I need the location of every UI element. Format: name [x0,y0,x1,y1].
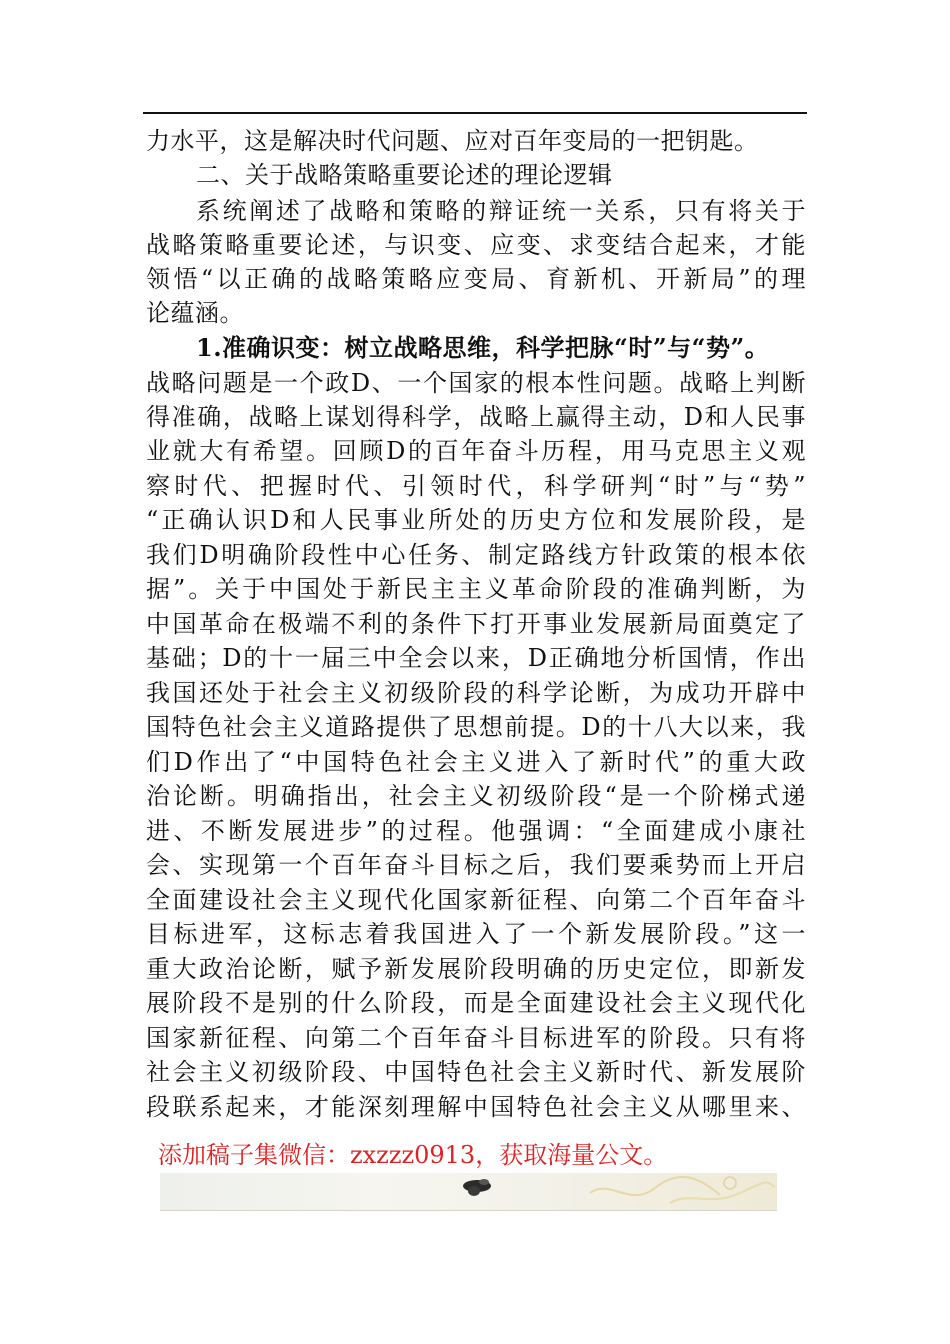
text-line: 系统阐述了战略和策略的辩证统一关系，只有将关于 [196,197,806,225]
text-line: 论蕴涵。 [146,299,244,327]
decorative-swirl-icon [580,1173,777,1210]
text-line: 会、实现第一个百年奋斗目标之后，我们要乘势而上开启 [146,851,806,879]
text-line: 战略策略重要论述，与识变、应变、求变结合起来，才能 [146,231,806,259]
text-line: 治论断。明确指出，社会主义初级阶段“是一个阶梯式递 [146,782,806,810]
text-line: 据”。关于中国处于新民主主义革命阶段的准确判断，为 [146,575,806,603]
text-line: 展阶段不是别的什么阶段，而是全面建设社会主义现代化 [146,989,806,1017]
text-line: 进、不断发展进步”的过程。他强调：“全面建成小康社 [146,817,806,845]
promo-notice: 添加稿子集微信：zxzzz0913，获取海量公文。 [158,1141,668,1169]
text-line: 目标进军，这标志着我国进入了一个新发展阶段。”这一 [146,920,806,948]
text-line: 社会主义初级阶段、中国特色社会主义新时代、新发展阶 [146,1058,806,1086]
text-line: 段联系起来，才能深刻理解中国特色社会主义从哪里来、 [146,1093,806,1121]
text-line: 我国还处于社会主义初级阶段的科学论断，为成功开辟中 [146,679,806,707]
text-line: 战略问题是一个政D、一个国家的根本性问题。战略上判断 [146,369,806,397]
text-line: 国特色社会主义道路提供了思想前提。D的十八大以来，我 [146,713,806,741]
text-line: 业就大有希望。回顾D的百年奋斗历程，用马克思主义观 [146,437,806,465]
section-heading: 二、关于战略策略重要论述的理论逻辑 [196,161,613,189]
text-line: 察时代、把握时代、引领时代，科学研判“时”与“势” [146,472,806,500]
text-line: 中国革命在极端不利的条件下打开事业发展新局面奠定了 [146,610,806,638]
text-line: 得准确，战略上谋划得科学，战略上赢得主动，D和人民事 [146,403,806,431]
subsection-heading: 1.准确识变：树立战略思维，科学把脉“时”与“势”。 [196,333,770,362]
text-line: 基础；D的十一届三中全会以来，D正确地分析国情，作出 [146,644,806,672]
text-line: 全面建设社会主义现代化国家新征程、向第二个百年奋斗 [146,886,806,914]
text-line: 我们D明确阶段性中心任务、制定路线方针政策的根本依 [146,541,806,569]
text-line: 领悟“以正确的战略策略应变局、育新机、开新局”的理 [146,265,806,293]
text-line: 重大政治论断，赋予新发展阶段明确的历史定位，即新发 [146,955,806,983]
text-line: 国家新征程、向第二个百年奋斗目标进军的阶段。只有将 [146,1024,806,1052]
text-line: 们D作出了“中国特色社会主义进入了新时代”的重大政 [146,748,806,776]
footer-banner-image [160,1173,777,1211]
text-line: 力水平，这是解决时代问题、应对百年变局的一把钥匙。 [146,127,759,155]
text-line: “正确认识D和人民事业所处的历史方位和发展阶段，是 [146,506,806,534]
ink-blot-icon [460,1176,494,1198]
header-rule [143,112,807,114]
